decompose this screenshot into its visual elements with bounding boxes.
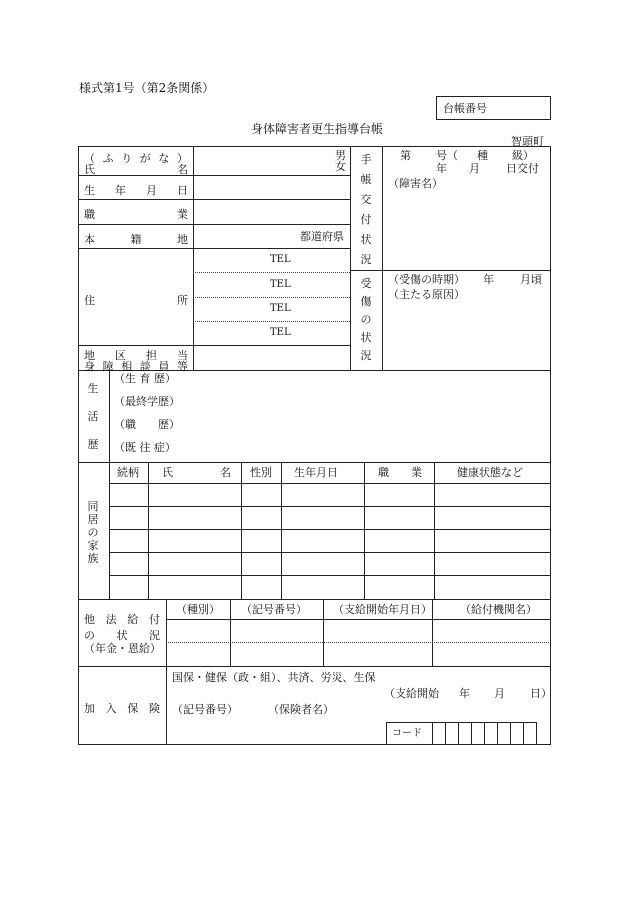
injury-month-label: 月頃 bbox=[520, 273, 542, 286]
code-digit-4[interactable] bbox=[472, 723, 485, 745]
life-history-label: 生 活 歴 bbox=[87, 382, 99, 451]
form-title: 身体障害者更生指導台帳 bbox=[251, 122, 384, 136]
address-label: 住 所 bbox=[84, 294, 188, 307]
code-label: コード bbox=[392, 727, 422, 739]
code-digit-6[interactable] bbox=[498, 723, 511, 745]
handbook-month-label: 月 bbox=[469, 162, 480, 175]
name-label: 氏 名 bbox=[84, 163, 188, 176]
benefit-col-start: （支給開始年月日） bbox=[333, 603, 432, 616]
family-col-name-1: 氏 bbox=[162, 466, 173, 479]
injury-status-label: 受 傷 の 状 況 bbox=[360, 277, 372, 362]
injury-input[interactable] bbox=[384, 302, 549, 368]
family-table-body[interactable] bbox=[110, 484, 550, 598]
insurance-day-label: 日） bbox=[530, 687, 552, 700]
code-digit-8[interactable] bbox=[524, 723, 537, 745]
insurance-types: 国保・健保（政・組）、共済、労災、生保 bbox=[172, 671, 376, 684]
injury-year-label: 年 bbox=[483, 273, 494, 286]
occupation-input[interactable] bbox=[195, 200, 349, 223]
prefecture-suffix: 都道府県 bbox=[300, 230, 344, 243]
birth-date-label: 生 年 月 日 bbox=[84, 184, 188, 197]
occupation-label: 職 業 bbox=[84, 208, 188, 221]
sex-male[interactable]: 男 bbox=[335, 149, 346, 162]
insurer-name-label: （保険者名） bbox=[268, 703, 334, 716]
benefit-col-agency: （給付機関名） bbox=[460, 603, 537, 616]
tel-3[interactable]: TEL bbox=[270, 303, 291, 314]
code-boxes[interactable] bbox=[386, 722, 537, 745]
domicile-label: 本 籍 地 bbox=[84, 233, 188, 246]
handbook-status-label: 手 帳 交 付 状 況 bbox=[360, 153, 372, 266]
ledger-number-box[interactable] bbox=[436, 96, 551, 120]
handbook-grade-label: 級） bbox=[512, 149, 534, 162]
family-label: 同 居 の 家 族 bbox=[87, 500, 99, 565]
code-digit-5[interactable] bbox=[485, 723, 498, 745]
handbook-kind-label: 種 bbox=[477, 149, 488, 162]
area-officer-input[interactable] bbox=[195, 346, 349, 369]
benefit-col-code: （記号番号） bbox=[241, 603, 307, 616]
family-col-health: 健康状態など bbox=[457, 466, 523, 479]
family-col-birth: 生年月日 bbox=[294, 466, 338, 479]
benefit-col-type: （種別） bbox=[176, 603, 220, 616]
insurance-year-label: 年 bbox=[459, 687, 470, 700]
area-officer-label-2: 身 障 相 談 員 等 bbox=[84, 360, 188, 373]
tel-1[interactable]: TEL bbox=[270, 254, 291, 265]
other-benefits-input[interactable] bbox=[167, 620, 549, 665]
injury-period-label: （受傷の時期） bbox=[388, 273, 465, 286]
history-upbringing: （生 育 歴） bbox=[114, 372, 176, 385]
code-digit-3[interactable] bbox=[459, 723, 472, 745]
life-history-input[interactable] bbox=[180, 372, 548, 460]
history-career: （職 歴） bbox=[114, 418, 180, 431]
sex-female[interactable]: 女 bbox=[335, 160, 346, 173]
other-benefits-label-3: （年金・恩給） bbox=[84, 642, 161, 655]
handbook-issue-day-label: 日交付 bbox=[506, 162, 539, 175]
insurance-month-label: 月 bbox=[494, 687, 505, 700]
family-col-job-2: 業 bbox=[411, 466, 422, 479]
family-col-job-1: 職 bbox=[378, 466, 389, 479]
ledger-number-label: 台帳番号 bbox=[443, 102, 487, 115]
handbook-go-label: 号（ bbox=[436, 149, 458, 162]
name-input[interactable] bbox=[195, 147, 325, 174]
furigana-label: （ ふ り が な ） bbox=[84, 152, 188, 165]
insurance-label: 加 入 保 険 bbox=[84, 702, 160, 715]
town-name: 智頭町 bbox=[511, 135, 544, 148]
history-education: （最終学歴） bbox=[114, 395, 180, 408]
injury-cause-label: （主たる原因） bbox=[388, 288, 465, 301]
insurance-code-no-label: （記号番号） bbox=[172, 703, 238, 716]
family-col-sex: 性別 bbox=[250, 466, 272, 479]
handbook-input[interactable] bbox=[384, 192, 549, 268]
handbook-year-label: 年 bbox=[436, 162, 447, 175]
tel-2[interactable]: TEL bbox=[270, 279, 291, 290]
handbook-no-label: 第 bbox=[400, 149, 411, 162]
area-officer-label-1: 地 区 担 当 bbox=[84, 349, 188, 362]
other-benefits-label-1: 他 法 給 付 bbox=[84, 613, 160, 626]
family-col-relation: 続柄 bbox=[117, 466, 139, 479]
birth-date-input[interactable] bbox=[195, 176, 349, 198]
code-digit-1[interactable] bbox=[433, 723, 446, 745]
tel-4[interactable]: TEL bbox=[270, 327, 291, 338]
form-number: 様式第1号（第2条関係） bbox=[79, 81, 215, 95]
code-digit-7[interactable] bbox=[511, 723, 524, 745]
other-benefits-label-2: の 状 況 bbox=[84, 629, 160, 642]
history-medical: （既 往 症） bbox=[114, 441, 176, 454]
disability-name-label: （障害名） bbox=[388, 177, 443, 190]
family-col-name-2: 名 bbox=[220, 466, 231, 479]
code-digit-2[interactable] bbox=[446, 723, 459, 745]
insurance-start-label: （支給開始 bbox=[384, 687, 439, 700]
